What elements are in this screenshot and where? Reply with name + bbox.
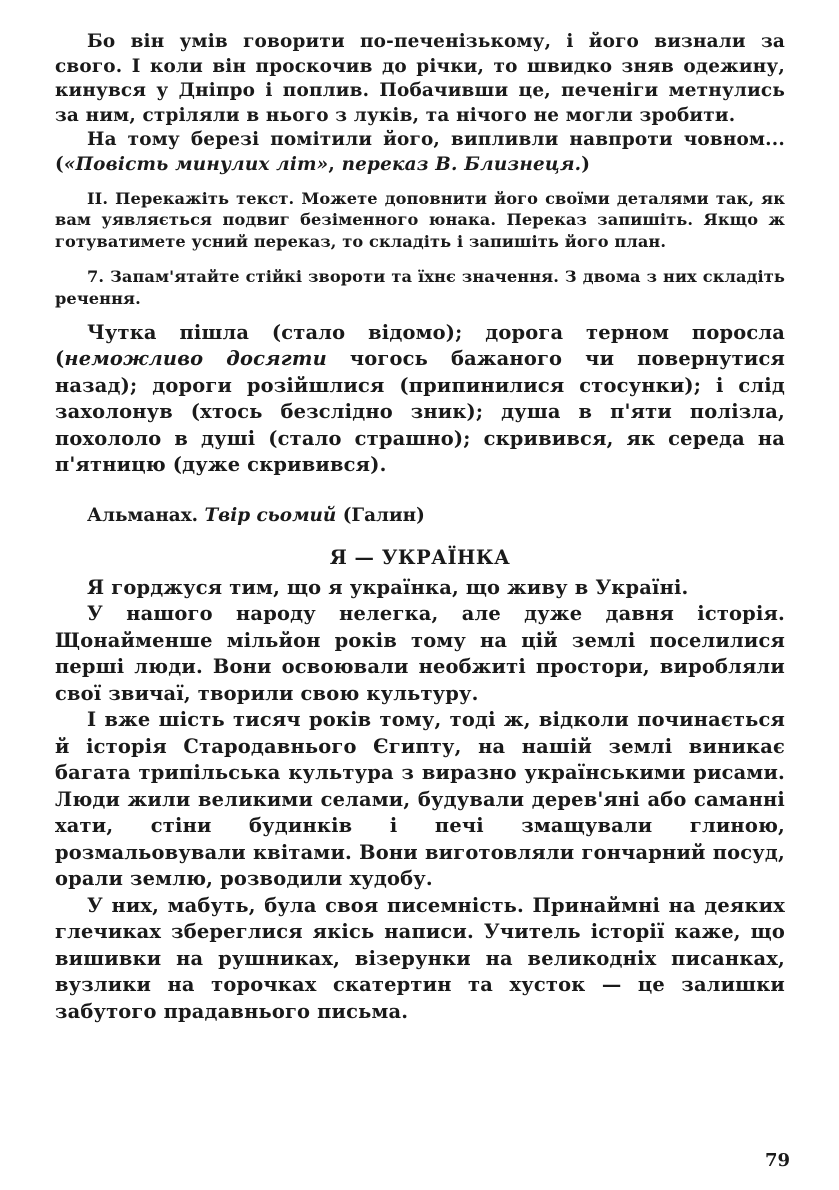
- story-paragraph: Бо він умів говорити по-печенізькому, і його визнали за свого. І коли він проскочив до річки, то швидко зняв одежину, кинувся у Дніпро і поплив. Побачивши це, печеніги метнулись за ним, стріляли в нього з луків, та нічого не могли зробити.: [55, 31, 785, 126]
- task-seven: 7. Запам'ятайте стійкі звороти та їхнє значення. З двома з них складіть речення.: [55, 267, 785, 308]
- idioms-list: Чутка пішла (стало відомо); дорога терном поросла (неможливо досягти чогось бажаного чи повернутися назад); дороги розійшлися (припинилися стосунки); і слід захолонув (хтось безслідно зник); душа в п'яти полізла, похололо в душі (стало страшно); скривився, як середа на п'ятницю (дуже скривився).: [55, 320, 785, 477]
- idiom-italic: неможливо досягти: [64, 347, 327, 371]
- essay-paragraph: У нашого народу нелегка, але дуже давня історія. Щонайменше мільйон років тому на цій землі поселилися перші люди. Вони освоювали необжиті простори, виробляли свої звичаї, творили свою культуру.: [55, 602, 785, 705]
- essay-paragraph: І вже шість тисяч років тому, тоді ж, відколи починається й історія Стародавнього Єгипту, на нашій землі виникає багата трипільська культура з виразно українськими рисами. Люди жили великими селами, будували дерев'яні або саманні хати, стіни будинків і печі змащували глиною, розмальовували квітами. Вони виготовляли гончарний посуд, орали землю, розводили худобу.: [55, 708, 785, 891]
- task-two: II. Перекажіть текст. Можете доповнити його своїми деталями так, як вам уявляється подвиг безіменного юнака. Переказ запишіть. Якщо ж готуватимете усний переказ, то складіть і запишіть його план.: [55, 188, 785, 251]
- story-ending-paragraph: На тому березі помітили його, випливли навпроти човном... («Повість минулих літ», переказ В. Близнеця.): [55, 129, 785, 175]
- page-number: 79: [765, 1150, 791, 1171]
- almanac-heading: Альманах. Твір сьомий (Галин): [87, 504, 425, 526]
- essay-paragraph: У них, мабуть, була своя писемність. Принаймні на деяких глечиках збереглися якісь написи. Учитель історії каже, що вишивки на рушниках, візерунки на великодніх писанках, вузлики на торочках скатертин та хусток — це залишки забутого прадавнього письма.: [55, 893, 785, 1023]
- almanac-author: (Галин): [342, 504, 425, 526]
- essay-paragraph: Я горджуся тим, що я українка, що живу в Україні.: [87, 575, 689, 599]
- source-title: «Повість минулих літ»: [63, 153, 329, 175]
- textbook-page: [55, 30, 785, 1025]
- almanac-work: Твір сьомий: [204, 504, 337, 526]
- essay-title: Я — УКРАЇНКА: [329, 545, 511, 569]
- retelling-credit: переказ В. Близнеця.: [341, 153, 582, 175]
